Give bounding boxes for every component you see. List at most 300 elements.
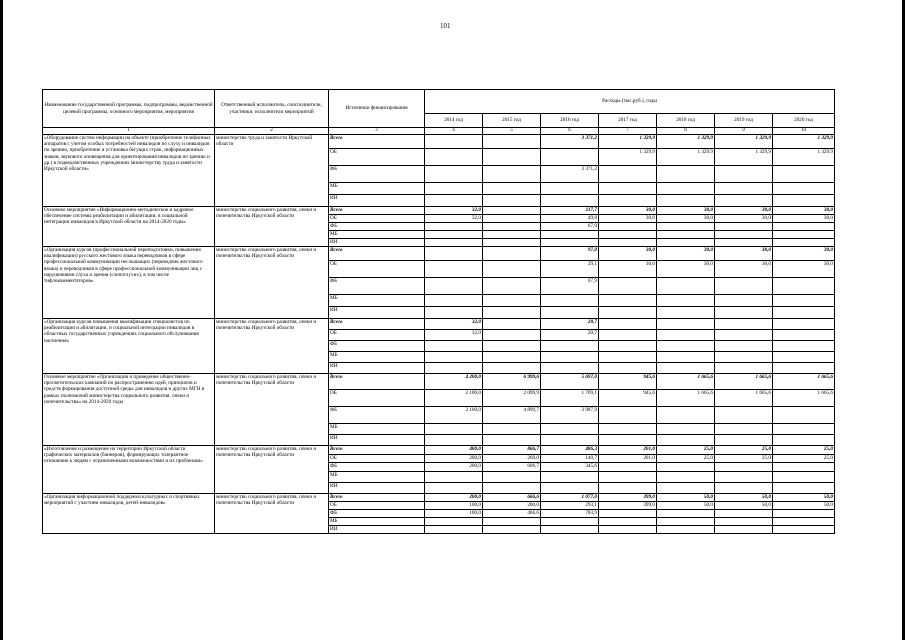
expense-value <box>483 278 541 295</box>
measure-name: Основное мероприятие «Организация и проведение общественно-просветительских кампаний по распространению идей, принципов и средств формирования доступной среды для инвалидов и других МГН в рамках полномочий министерства социального развития, опеки и попечительства» на 2014-2020 годы <box>43 374 215 446</box>
expense-value: 100,0 <box>425 510 483 518</box>
header-expenses: Расходы (тыс.руб.), годы <box>425 90 835 114</box>
expense-value <box>425 261 483 278</box>
expense-value <box>425 307 483 319</box>
expense-value <box>657 183 715 195</box>
expense-value: 32,0 <box>425 207 483 215</box>
expense-value: 945,6 <box>599 390 657 407</box>
expense-value <box>715 424 773 435</box>
expense-value: 49,8 <box>541 215 599 223</box>
table-row <box>43 319 835 330</box>
funding-source: ФБ <box>329 278 425 295</box>
funding-source: ИИ <box>329 307 425 319</box>
expense-value <box>483 330 541 341</box>
expense-value <box>773 183 835 195</box>
funding-source: ФБ <box>329 510 425 518</box>
expense-value <box>425 341 483 352</box>
expense-value: 32,0 <box>425 215 483 223</box>
funding-source: ФБ <box>329 463 425 472</box>
expense-value: 100,0 <box>425 502 483 510</box>
expense-value <box>715 319 773 330</box>
year-header: 2017 год <box>599 114 657 128</box>
funding-source: ИИ <box>329 483 425 494</box>
expense-value <box>657 510 715 518</box>
expense-value <box>483 483 541 494</box>
expense-value <box>773 407 835 424</box>
measure-name: «Организация курсов (профессиональной переподготовки, повышения квалификации) русского жестового языка переводчиков в сфере профессиональной коммуникации неслышащих (переводчик жестового языка) и переводчиков в сфере профессиональной коммуникации лиц с нарушениями слуха и зрения (слепоглухих), в том числе тифлокомментаторов» <box>43 247 215 319</box>
expense-value: 1 665,6 <box>715 374 773 390</box>
expense-value <box>541 195 599 207</box>
expense-value: 3 371,2 <box>541 135 599 149</box>
expense-value <box>715 330 773 341</box>
expense-value <box>599 295 657 307</box>
expense-value <box>657 307 715 319</box>
expense-value: 20,7 <box>541 330 599 341</box>
expense-value <box>657 295 715 307</box>
expense-value <box>541 518 599 526</box>
scan-edge-left <box>0 0 3 640</box>
expense-value <box>483 526 541 534</box>
expense-value: 30,0 <box>773 261 835 278</box>
measure-name: «Изготовление и размещение на территории Иркутской области графических материалов (баннеров), формирующих толерантное отношение к людям с ограниченными возможностями и их проблемам» <box>43 446 215 494</box>
expense-value <box>773 319 835 330</box>
expense-value: 200,0 <box>425 494 483 502</box>
expense-value <box>541 435 599 446</box>
expense-value: 32,0 <box>425 319 483 330</box>
expense-value <box>657 195 715 207</box>
expense-value: 97,0 <box>541 247 599 261</box>
expense-value <box>541 239 599 247</box>
expense-value <box>483 247 541 261</box>
expense-value <box>541 341 599 352</box>
expense-value: 606,7 <box>483 463 541 472</box>
funding-source: ОБ <box>329 502 425 510</box>
expense-value: 1 665,6 <box>657 390 715 407</box>
funding-source: Всего <box>329 319 425 330</box>
measure-executor: министерство социального развития, опеки и попечительства Иркутской области <box>215 319 329 374</box>
expense-value <box>425 223 483 231</box>
expense-value: 666,6 <box>483 494 541 502</box>
header-row <box>43 90 835 114</box>
funding-source: Всего <box>329 247 425 261</box>
expense-value: 1 329,9 <box>773 135 835 149</box>
expense-value: 30,0 <box>599 261 657 278</box>
column-number: 1 <box>43 128 215 135</box>
expense-value <box>425 424 483 435</box>
expense-value <box>541 307 599 319</box>
expense-value <box>657 407 715 424</box>
table-row <box>43 374 835 390</box>
expense-value: 1 329,9 <box>657 149 715 166</box>
funding-source: ИИ <box>329 435 425 446</box>
measure-name: «Организация информационной поддержки культурных и спортивных мероприятий с участием инвалидов, детей-инвалидов» <box>43 494 215 534</box>
funding-source: МБ <box>329 295 425 307</box>
expense-value <box>773 363 835 374</box>
funding-source: ОБ <box>329 330 425 341</box>
expense-value <box>773 435 835 446</box>
budget-table <box>42 89 835 534</box>
expense-value: 50,0 <box>773 494 835 502</box>
funding-source: ОБ <box>329 261 425 278</box>
expense-value: 25,0 <box>657 455 715 463</box>
expense-value: 2 099,9 <box>483 390 541 407</box>
expense-value: 201,0 <box>599 446 657 455</box>
expense-value <box>773 526 835 534</box>
expense-value: 3 987,9 <box>541 407 599 424</box>
funding-source: ФБ <box>329 341 425 352</box>
expense-value <box>483 295 541 307</box>
expense-value <box>773 518 835 526</box>
expense-value: 345,6 <box>541 463 599 472</box>
expense-value: 30,0 <box>657 215 715 223</box>
expense-value <box>657 278 715 295</box>
measure-executor: министерство социального развития, опеки и попечительства Иркутской области <box>215 374 329 446</box>
expense-value <box>715 307 773 319</box>
expense-value: 50,0 <box>773 502 835 510</box>
funding-source: МБ <box>329 472 425 483</box>
expense-value <box>483 195 541 207</box>
funding-source: Всего <box>329 207 425 215</box>
expense-value: 117,7 <box>541 207 599 215</box>
funding-source: МБ <box>329 352 425 363</box>
expense-value <box>425 135 483 149</box>
funding-source: ОБ <box>329 390 425 407</box>
expense-value <box>425 363 483 374</box>
expense-value <box>483 149 541 166</box>
expense-value <box>715 363 773 374</box>
expense-value <box>541 231 599 239</box>
expense-value <box>657 463 715 472</box>
year-header: 2016 год <box>541 114 599 128</box>
expense-value <box>425 239 483 247</box>
expense-value <box>599 463 657 472</box>
expense-value <box>425 149 483 166</box>
expense-value <box>599 166 657 183</box>
expense-value <box>715 510 773 518</box>
table-row <box>43 135 835 149</box>
expense-value <box>599 195 657 207</box>
expense-value: 399,0 <box>599 494 657 502</box>
expense-value: 32,0 <box>425 330 483 341</box>
expense-value <box>715 295 773 307</box>
expense-value: 4 899,7 <box>483 407 541 424</box>
expense-value: 1 329,9 <box>773 149 835 166</box>
expense-value <box>599 363 657 374</box>
table-row <box>43 207 835 215</box>
expense-value <box>715 183 773 195</box>
expense-value <box>657 231 715 239</box>
expense-value <box>773 278 835 295</box>
expense-value <box>657 472 715 483</box>
expense-value <box>657 319 715 330</box>
expense-value <box>715 463 773 472</box>
funding-source: ФБ <box>329 223 425 231</box>
header-program: Наименование государственной программы, подпрограммы, ведомственной целевой программы, основного мероприятия, мероприятия <box>43 90 215 128</box>
expense-value <box>715 239 773 247</box>
expense-value: 30,0 <box>715 261 773 278</box>
expense-value <box>483 319 541 330</box>
expense-value <box>541 352 599 363</box>
expense-value <box>657 483 715 494</box>
expense-value <box>715 341 773 352</box>
expense-value: 4 200,0 <box>425 374 483 390</box>
expense-value <box>773 424 835 435</box>
expense-value: 50,0 <box>657 494 715 502</box>
expense-value <box>599 239 657 247</box>
expense-value <box>541 295 599 307</box>
funding-source: Всего <box>329 494 425 502</box>
expense-value <box>483 261 541 278</box>
expense-value <box>599 483 657 494</box>
funding-source: ОБ <box>329 215 425 223</box>
expense-value <box>599 330 657 341</box>
expense-value <box>715 166 773 183</box>
expense-value: 200,0 <box>425 463 483 472</box>
expense-value: 3 371,2 <box>541 166 599 183</box>
measure-executor: министерство социального развития, опеки и попечительства Иркутской области <box>215 207 329 247</box>
expense-value <box>425 472 483 483</box>
expense-value <box>541 183 599 195</box>
column-number: 7 <box>599 128 657 135</box>
expense-value: 399,0 <box>599 502 657 510</box>
funding-source: МБ <box>329 424 425 435</box>
expense-value <box>715 518 773 526</box>
expense-value: 30,0 <box>715 207 773 215</box>
expense-value <box>657 223 715 231</box>
expense-value <box>715 407 773 424</box>
expense-value: 30,0 <box>773 215 835 223</box>
expense-value <box>483 215 541 223</box>
measure-name: «Организация курсов повышения квалификации специалистов по реабилитации и абилитации, и социальной интеграции инвалидов в областных государственных учреждениях социального обслуживания населения» <box>43 319 215 374</box>
expense-value <box>483 472 541 483</box>
expense-value <box>599 435 657 446</box>
expense-value <box>657 239 715 247</box>
expense-value: 1 665,6 <box>715 390 773 407</box>
expense-value <box>541 363 599 374</box>
table-row <box>43 446 835 455</box>
expense-value: 30,0 <box>657 247 715 261</box>
expense-value <box>599 510 657 518</box>
expense-value: 25,0 <box>715 446 773 455</box>
funding-source: Всего <box>329 446 425 455</box>
column-number: 3 <box>329 128 425 135</box>
expense-value <box>773 463 835 472</box>
expense-value <box>773 307 835 319</box>
expense-value: 29,1 <box>541 261 599 278</box>
expense-value <box>425 166 483 183</box>
expense-value: 50,0 <box>657 502 715 510</box>
expense-value <box>483 518 541 526</box>
table-row <box>43 494 835 502</box>
expense-value <box>657 363 715 374</box>
measure-executor: министерство социального развития, опеки и попечительства Иркутской области <box>215 446 329 494</box>
expense-value: 945,6 <box>599 374 657 390</box>
column-number-row <box>43 128 835 135</box>
expense-value <box>599 223 657 231</box>
expense-value <box>715 435 773 446</box>
funding-source: МБ <box>329 231 425 239</box>
expense-value <box>657 526 715 534</box>
expense-value <box>715 223 773 231</box>
funding-source: ИИ <box>329 239 425 247</box>
expense-value <box>541 526 599 534</box>
expense-value: 2 100,0 <box>425 390 483 407</box>
expense-value <box>715 278 773 295</box>
column-number: 5 <box>483 128 541 135</box>
expense-value: 1 329,9 <box>657 135 715 149</box>
expense-value: 50,0 <box>715 494 773 502</box>
expense-value <box>773 510 835 518</box>
expense-value: 140,7 <box>541 455 599 463</box>
expense-value <box>599 518 657 526</box>
funding-source: ОБ <box>329 149 425 166</box>
column-number: 4 <box>425 128 483 135</box>
expense-value: 25,0 <box>773 455 835 463</box>
expense-value: 6 999,6 <box>483 374 541 390</box>
expense-value: 5 697,0 <box>541 374 599 390</box>
expense-value: 1 665,6 <box>773 374 835 390</box>
expense-value <box>715 483 773 494</box>
funding-source: ИИ <box>329 363 425 374</box>
expense-value <box>599 278 657 295</box>
expense-value <box>425 435 483 446</box>
funding-source: ФБ <box>329 407 425 424</box>
expense-value <box>541 149 599 166</box>
expense-value <box>657 166 715 183</box>
measure-executor: министерство социального развития, опеки и попечительства Иркутской области <box>215 494 329 534</box>
expense-value <box>657 330 715 341</box>
expense-value <box>541 472 599 483</box>
expense-value: 293,1 <box>541 502 599 510</box>
expense-value: 20,7 <box>541 319 599 330</box>
header-executor: Ответственный исполнитель, соисполнители, участники, исполнители мероприятий <box>215 90 329 128</box>
expense-value <box>425 195 483 207</box>
expense-value <box>715 352 773 363</box>
expense-value <box>715 526 773 534</box>
expense-value: 30,0 <box>599 215 657 223</box>
expense-value <box>541 424 599 435</box>
expense-value <box>483 223 541 231</box>
expense-value <box>599 352 657 363</box>
expense-value: 2 100,0 <box>425 407 483 424</box>
expense-value <box>773 330 835 341</box>
expense-value: 30,0 <box>715 247 773 261</box>
expense-value <box>773 231 835 239</box>
page-number: 101 <box>440 22 451 30</box>
column-number: 8 <box>657 128 715 135</box>
expense-value <box>483 435 541 446</box>
expense-value <box>657 424 715 435</box>
expense-value: 866,7 <box>483 446 541 455</box>
expense-value <box>715 195 773 207</box>
expense-value: 30,0 <box>657 207 715 215</box>
expense-value: 1 329,9 <box>599 149 657 166</box>
expense-value <box>773 223 835 231</box>
measure-executor: министерство труда и занятости Иркутской области <box>215 135 329 207</box>
expense-value: 67,9 <box>541 223 599 231</box>
expense-value: 200,0 <box>425 455 483 463</box>
expense-value <box>599 526 657 534</box>
expense-value: 25,0 <box>657 446 715 455</box>
expense-value <box>599 319 657 330</box>
expense-value <box>599 183 657 195</box>
funding-source: МБ <box>329 183 425 195</box>
expense-value: 201,0 <box>599 455 657 463</box>
funding-source: Всего <box>329 135 425 149</box>
funding-source: МБ <box>329 518 425 526</box>
expense-value: 466,6 <box>483 510 541 518</box>
expense-value: 1 329,9 <box>599 135 657 149</box>
funding-source: ФБ <box>329 166 425 183</box>
expense-value: 1 329,9 <box>715 149 773 166</box>
funding-source: Всего <box>329 374 425 390</box>
expense-value: 25,0 <box>773 446 835 455</box>
expense-value: 67,9 <box>541 278 599 295</box>
column-number: 10 <box>773 128 835 135</box>
expense-value <box>483 239 541 247</box>
expense-value <box>599 407 657 424</box>
expense-value <box>483 363 541 374</box>
expense-value <box>657 518 715 526</box>
expense-value <box>773 341 835 352</box>
expense-value <box>425 183 483 195</box>
expense-value: 200,0 <box>483 502 541 510</box>
expense-value <box>773 166 835 183</box>
column-number: 6 <box>541 128 599 135</box>
expense-value <box>425 352 483 363</box>
expense-value: 30,0 <box>657 261 715 278</box>
expense-value: 486,3 <box>541 446 599 455</box>
expense-value: 30,0 <box>773 247 835 261</box>
expense-value <box>483 352 541 363</box>
expense-value <box>599 341 657 352</box>
measure-name: «Оборудование систем информации на объекте (приобретение телефонных аппаратов с учетом особых потребностей инвалидов по слуху и инвалидов по зрению, приобретение и установка бегущих строк, информационных знаков, звукового оповещения для ориентирования инвалидов по зрению и др.) в подведомственных учреждениях министерству труда и занятости Иркутской области» <box>43 135 215 207</box>
expense-value <box>425 278 483 295</box>
funding-source: ИИ <box>329 195 425 207</box>
expense-value <box>599 307 657 319</box>
expense-value: 260,0 <box>483 455 541 463</box>
measure-executor: министерство социального развития, опеки и попечительства Иркутской области <box>215 247 329 319</box>
expense-value <box>773 472 835 483</box>
expense-value <box>599 424 657 435</box>
measure-name: Основное мероприятие «Информационно-методическое и кадровое обеспечение системы реабилитации и абилитации, в социальной интеграции инвалидов в Иркутской области на 2014-2020 годы» <box>43 207 215 247</box>
expense-value: 1 665,6 <box>657 374 715 390</box>
expense-value <box>773 295 835 307</box>
expense-value <box>425 295 483 307</box>
expense-value <box>483 424 541 435</box>
table-row <box>43 247 835 261</box>
expense-value <box>657 341 715 352</box>
expense-value <box>599 472 657 483</box>
expense-value: 1 709,1 <box>541 390 599 407</box>
column-number: 9 <box>715 128 773 135</box>
expense-value <box>657 435 715 446</box>
expense-value: 30,0 <box>599 247 657 261</box>
expense-value <box>773 352 835 363</box>
expense-value: 30,0 <box>773 207 835 215</box>
expense-value <box>425 526 483 534</box>
expense-value: 400,0 <box>425 446 483 455</box>
expense-value <box>483 207 541 215</box>
expense-value <box>599 231 657 239</box>
expense-value <box>425 247 483 261</box>
expense-value: 50,0 <box>715 502 773 510</box>
expense-value <box>483 135 541 149</box>
expense-value: 30,0 <box>715 215 773 223</box>
funding-source: ИИ <box>329 526 425 534</box>
expense-value <box>773 483 835 494</box>
expense-value <box>425 518 483 526</box>
